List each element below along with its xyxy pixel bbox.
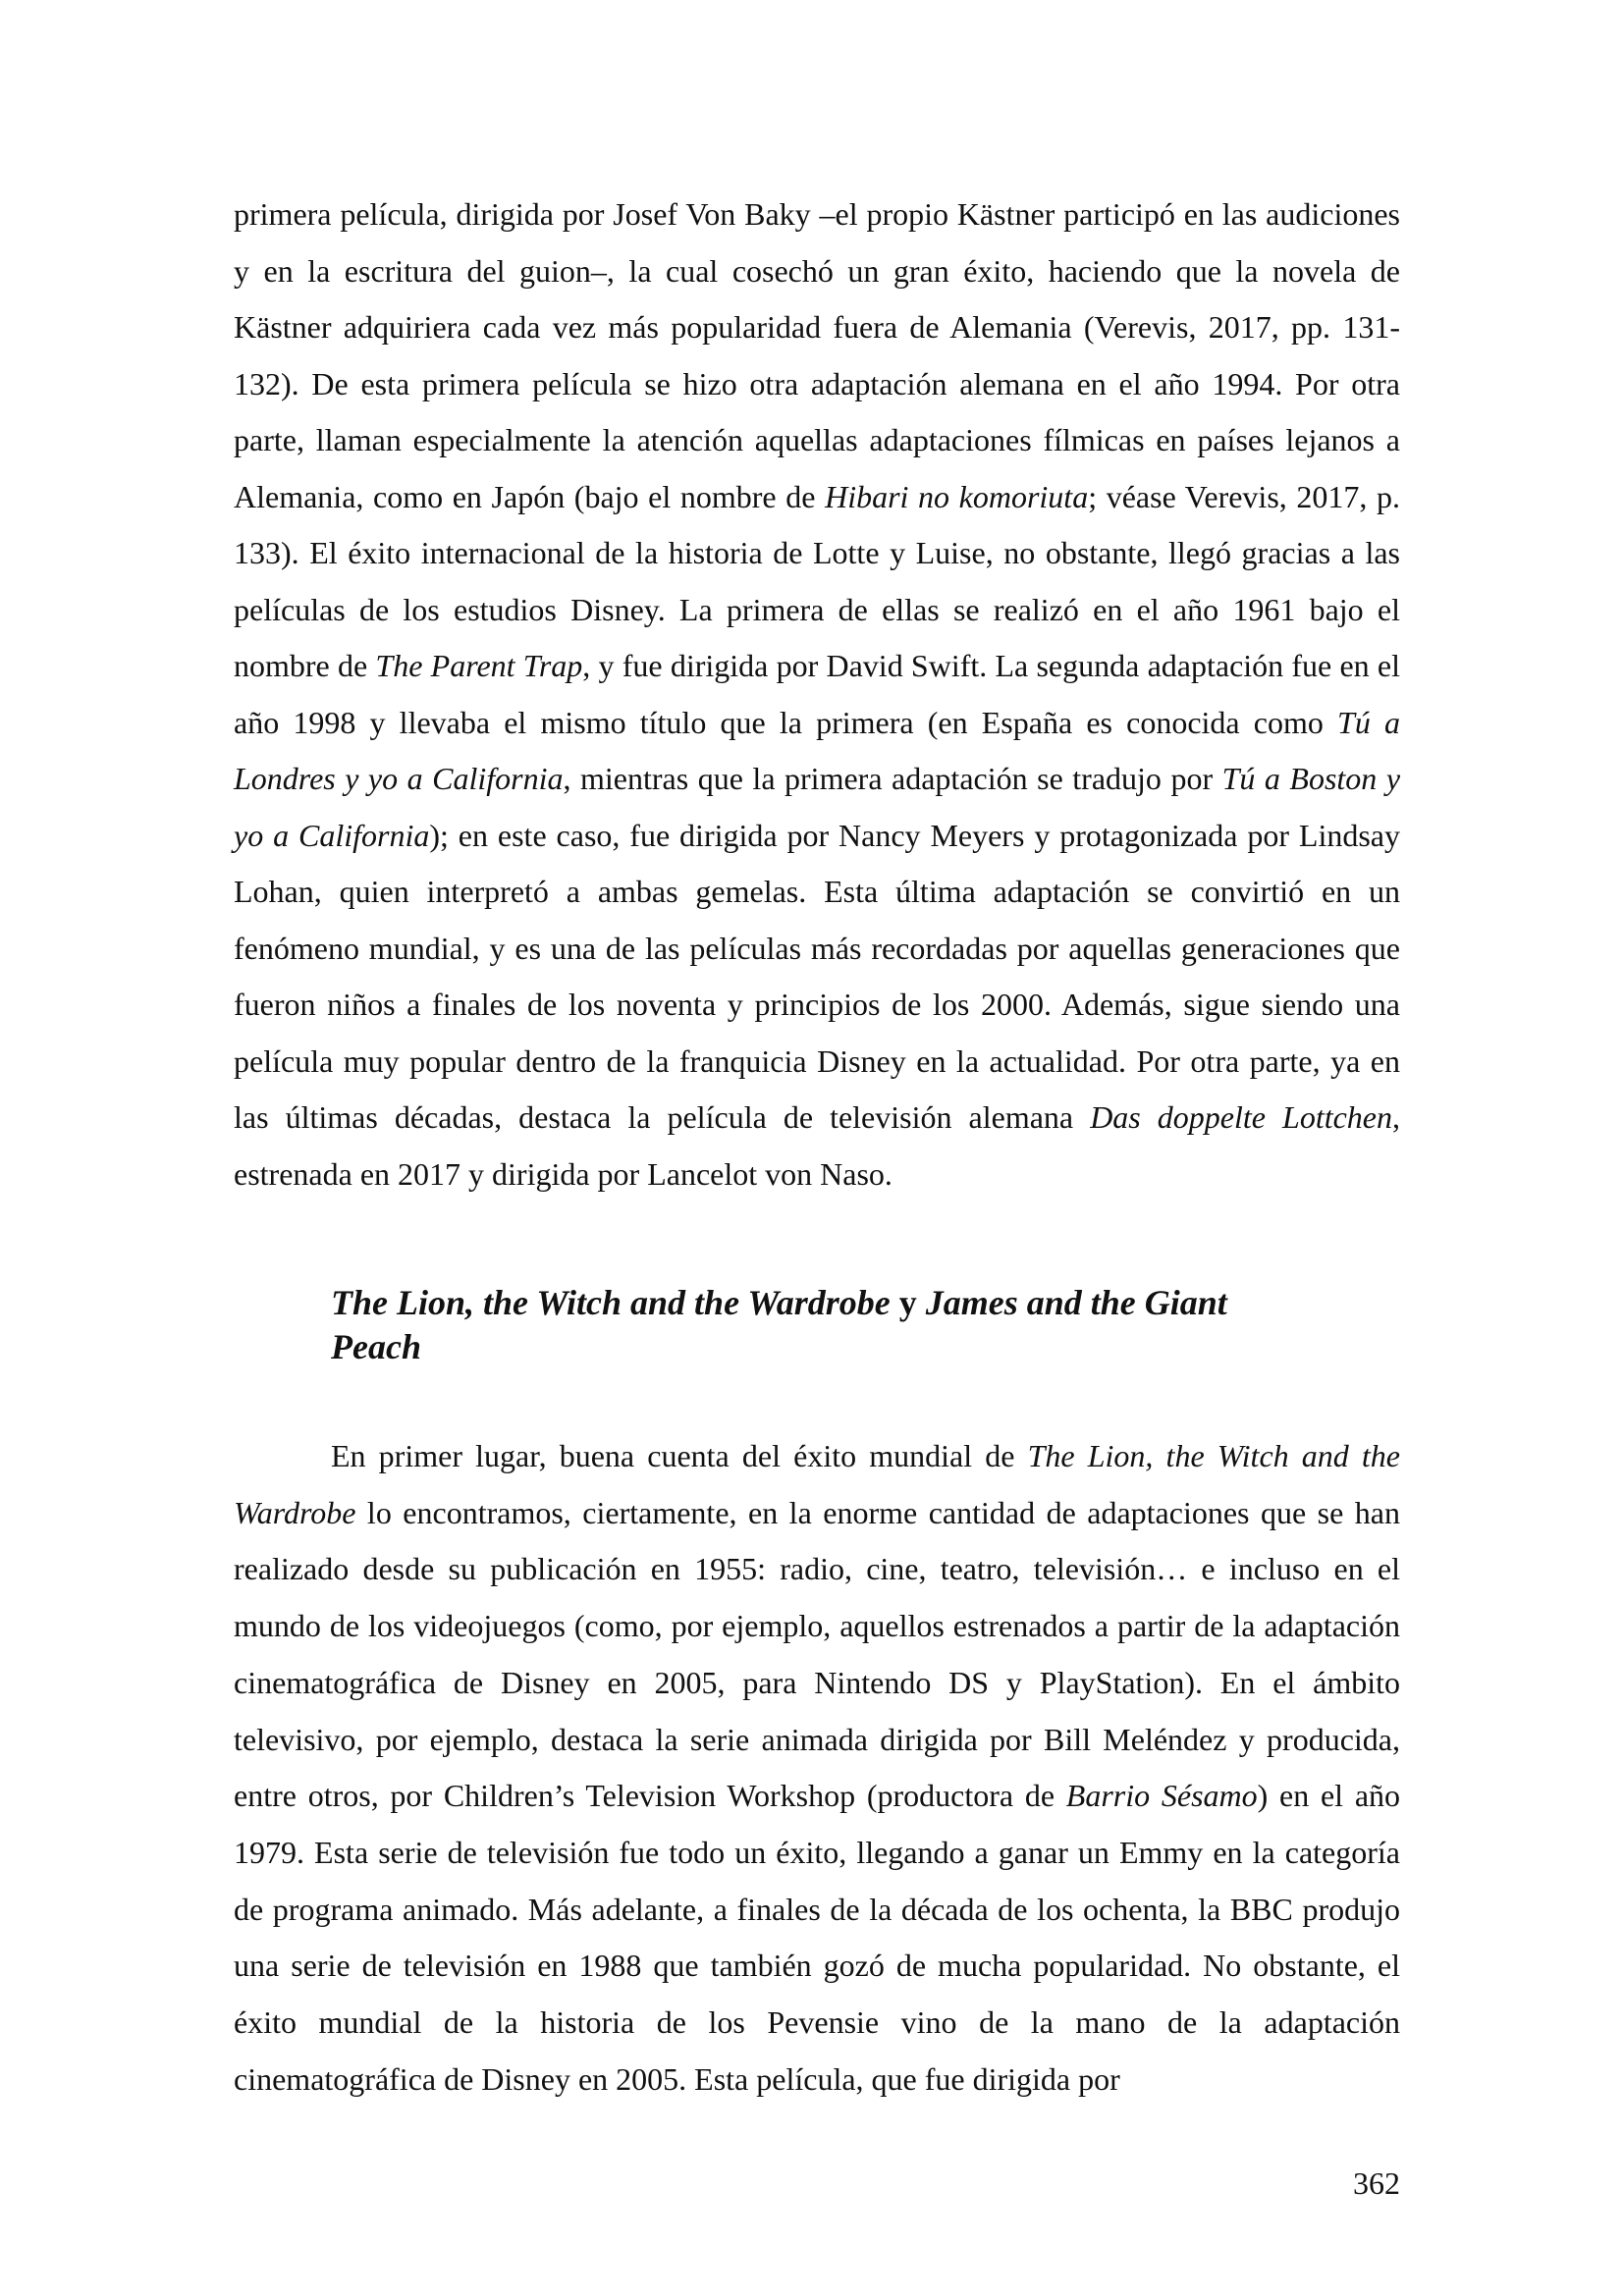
paragraph-text: , y fue dirigida por David Swift. La segunda adaptación fue en el año 1998 y llevaba el mismo título que la primera (en España es conocida como [234, 648, 1401, 740]
italic-title: Barrio Sésamo [1065, 1778, 1258, 1814]
paragraph-text: ) en el año 1979. Esta serie de televisión fue todo un éxito, llegando a ganar un Emmy en la categoría de programa animado. Más adelante, a finales de la década de los ochenta, la BBC produjo una serie de televisión en 1988 que también gozó de mucha popularidad. No obstante, el éxito mundial de la historia de los Pevensie vino de la mano de la adaptación cinematográfica de Disney en 2005. Esta película, que fue dirigida por [234, 1778, 1401, 2097]
paragraph-text: lo encontramos, ciertamente, en la enorme cantidad de adaptaciones que se han realizado desde su publicación en 1955: radio, cine, teatro, televisión… e incluso en el mundo de los videojuegos (como, por ejemplo, aquellos estrenados a partir de la adaptación cinematográfica de Disney en 2005, para Nintendo DS y PlayStation). En el ámbito televisivo, por ejemplo, destaca la serie animada dirigida por Bill Meléndez y producida, entre otros, por Children’s Television Workshop (productora de [234, 1494, 1400, 1814]
section-heading [331, 1281, 1313, 1369]
paragraph-text: , estrenada en 2017 y dirigida por Lancelot von Naso. [234, 1099, 1401, 1192]
italic-title: Hibari no komoriuta [825, 478, 1089, 514]
italic-title: Das doppelte Lottchen [1090, 1099, 1393, 1135]
paragraph-text: En primer lugar, buena cuenta del éxito mundial de [331, 1438, 1028, 1473]
heading-italic-title: James and the Giant Peach [331, 1283, 1227, 1366]
paragraph-text: , mientras que la primera adaptación se tradujo por [563, 761, 1222, 796]
italic-title: Tú a Boston y yo a California [234, 761, 1401, 853]
heading-conjunction: y [890, 1283, 926, 1322]
body-paragraph-2 [234, 1428, 1400, 2108]
paragraph-text: ); en este caso, fue dirigida por Nancy Meyers y protagonizada por Lindsay Lohan, quien interpretó a ambas gemelas. Esta última adaptación se convirtió en un fenómeno mundial, y es una de las películas más recordadas por aquellas generaciones que fueron niños a finales de los noventa y principios de los 2000. Además, sigue siendo una película muy popular dentro de la franquicia Disney en la actualidad. Por otra parte, ya en las últimas décadas, destaca la película de televisión alemana [234, 817, 1401, 1135]
body-paragraph-1 [234, 187, 1400, 1202]
paragraph-text: ; véase Verevis, 2017, p. 133). El éxito internacional de la historia de Lotte y Luise, no obstante, llegó gracias a las películas de los estudios Disney. La primera de ellas se realizó en el año 1961 bajo el nombre de [234, 478, 1401, 683]
italic-title: The Lion, the Witch and the Wardrobe [234, 1438, 1401, 1530]
italic-title: Tú a Londres y yo a California [234, 704, 1401, 796]
italic-title: The Parent Trap [375, 648, 583, 683]
page-number: 362 [1353, 2165, 1400, 2201]
paragraph-text: primera película, dirigida por Josef Von Baky –el propio Kästner participó en las audiciones y en la escritura del guion–, la cual cosechó un gran éxito, haciendo que la novela de Kästner adquiriera cada vez más popularidad fuera de Alemania (Verevis, 2017, pp. 131-132). De esta primera película se hizo otra adaptación alemana en el año 1994. Por otra parte, llaman especialmente la atención aquellas adaptaciones fílmicas en países lejanos a Alemania, como en Japón (bajo el nombre de [234, 196, 1400, 514]
heading-italic-title: The Lion, the Witch and the Wardrobe [331, 1283, 891, 1322]
